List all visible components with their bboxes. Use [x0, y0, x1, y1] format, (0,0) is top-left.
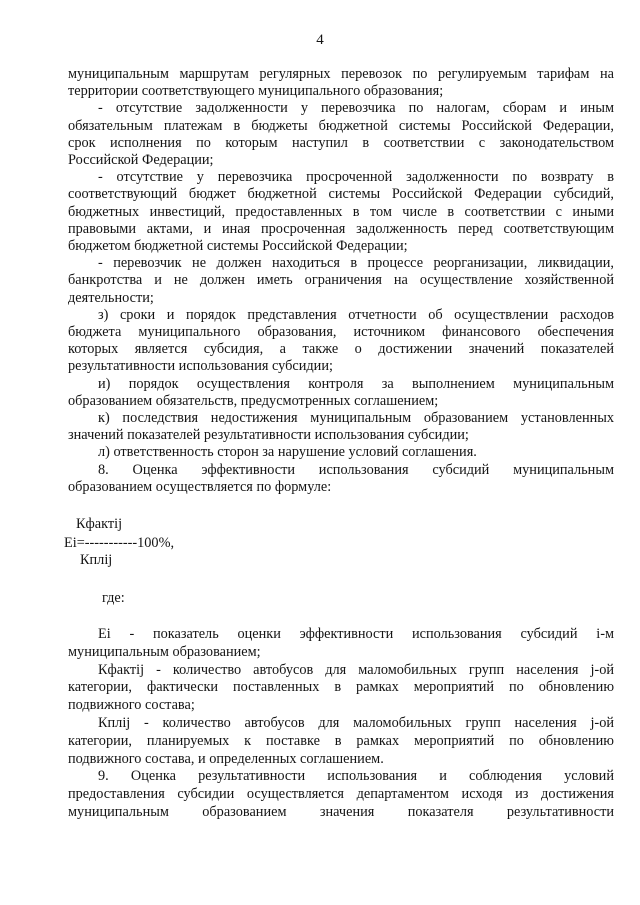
text-line: результативности использования субсидии;: [68, 358, 333, 375]
text-line: срок исполнения по которым наступил в соответствии с законодательством: [68, 134, 614, 151]
text-line: Кплij - количество автобусов для маломобильных групп населения j-ой: [98, 715, 614, 731]
text-line: к) последствия недостижения муниципальным образованием установленных: [98, 410, 614, 426]
text-line: муниципальным образованием;: [68, 643, 261, 660]
text-line: которых является субсидия, а также о достижении значений показателей: [68, 341, 614, 358]
text-line: категории, фактически поставленных в рамках мероприятий по обновлению: [68, 679, 614, 696]
text-line: и) порядок осуществления контроля за выполнением муниципальным: [98, 375, 614, 392]
page-number: 4: [316, 32, 324, 48]
where-label: где:: [102, 590, 125, 606]
text-line: муниципальным маршрутам регулярных перевозок по регулируемым тарифам на: [68, 66, 614, 82]
text-line: категории, планируемых к поставке в рамках мероприятий по обновлению: [68, 732, 614, 749]
text-line: бюджетных инвестиций, предоставленных в том числе в соответствии с иными: [68, 203, 614, 220]
text-line: территории соответствующего муниципального образования;: [68, 83, 444, 100]
text-line: образованием осуществляется по формуле:: [68, 478, 332, 495]
text-line: предоставления субсидии осуществляется департаментом исходя из достижения: [68, 786, 614, 803]
text-line: муниципальным образованием значения показателя результативности: [68, 804, 614, 820]
text-line: Российской Федерации;: [68, 152, 214, 168]
text-line: правовыми актами, и иная просроченная задолженность перед соответствующим: [68, 220, 614, 237]
text-line: бюджетом бюджетной системы Российской Федерации;: [68, 238, 408, 254]
text-line: банкротства и не должен иметь ограничения на осуществление хозяйственной: [68, 272, 614, 289]
text-line: Ei - показатель оценки эффективности использования субсидий i-м: [98, 626, 614, 642]
text-line: бюджета муниципального образования, источником финансового обеспечения: [68, 324, 614, 340]
text-line: подвижного состава, и определенных соглашением.: [68, 750, 384, 767]
text-line: - отсутствие у перевозчика просроченной задолженности по возврату в: [98, 169, 614, 186]
text-line: деятельности;: [68, 289, 154, 306]
text-line: 8. Оценка эффективности использования субсидий муниципальным: [98, 461, 614, 478]
text-line: - отсутствие задолженности у перевозчика по налогам, сборам и иным: [98, 100, 614, 117]
text-line: л) ответственность сторон за нарушение условий соглашения.: [98, 444, 477, 461]
text-line: з) сроки и порядок представления отчетности об осуществлении расходов: [98, 306, 614, 323]
text-line: Кфактij - количество автобусов для маломобильных групп населения j-ой: [98, 661, 614, 678]
formula-main: Ei=-----------100%,: [64, 535, 175, 551]
formula-denominator: Кплij: [80, 552, 113, 568]
text-line: образованием обязательств, предусмотренных соглашением;: [68, 392, 439, 409]
text-line: подвижного состава;: [68, 697, 195, 714]
text-line: обязательным платежам в бюджеты бюджетной системы Российской Федерации,: [68, 117, 614, 134]
text-line: - перевозчик не должен находиться в процессе реорганизации, ликвидации,: [98, 255, 614, 272]
text-line: соответствующий бюджет бюджетной системы Российской Федерации субсидий,: [68, 186, 614, 203]
text-line: 9. Оценка результативности использования и соблюдения условий: [98, 768, 614, 785]
text-line: значений показателей результативности использования субсидии;: [68, 427, 469, 444]
formula-numerator: Кфактij: [76, 516, 123, 532]
